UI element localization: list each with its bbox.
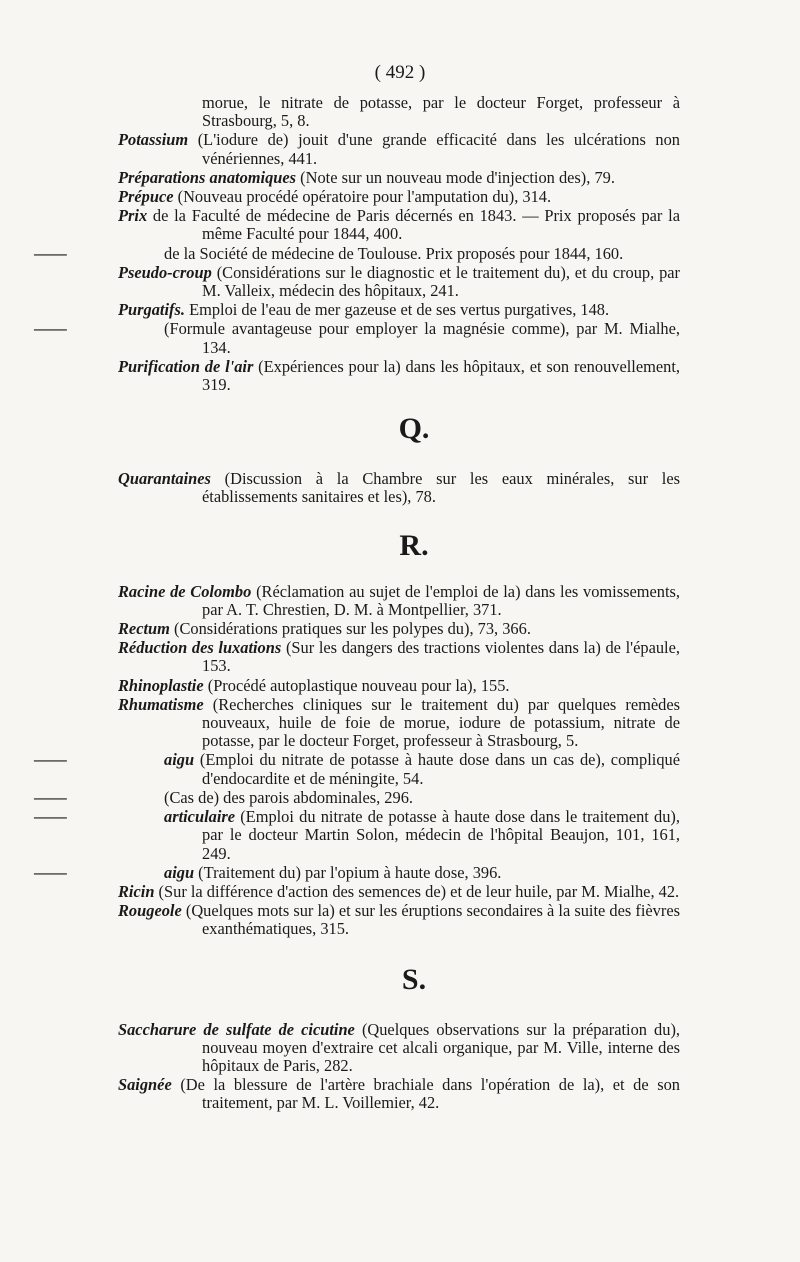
ditto-dash: —— [34, 787, 67, 807]
index-term: Saignée [118, 1075, 172, 1095]
index-text: (Procédé autoplastique nouveau pour la), 155. [207, 675, 510, 695]
index-text: (Considérations sur le diagnostic et le traitement du), et du croup, par M. Valleix, médecin des hôpitaux, 241. [202, 262, 680, 301]
index-entry [118, 94, 680, 130]
index-term: Prix [118, 206, 148, 226]
index-term: Quarantaines [118, 469, 211, 489]
index-text: (Emploi du nitrate de potasse à haute dose dans le traitement du), par le docteur Martin Solon, médecin de l'hôpital Beaujon, 101, 161, 249. [202, 807, 680, 863]
index-entry [118, 131, 680, 167]
index-term: Prépuce [118, 187, 174, 207]
index-entry [34, 807, 680, 863]
index-term: Rhumatisme [118, 694, 204, 714]
index-entry [34, 319, 680, 357]
index-entry [118, 639, 680, 675]
index-entry [118, 1021, 680, 1076]
index-text: de la Faculté de médecine de Paris décernés en 1843. — Prix proposés par la même Faculté pour 1844, 400. [152, 206, 680, 244]
ditto-dash: —— [34, 750, 67, 770]
index-term: Purgatifs. [118, 300, 185, 320]
index-text: (Emploi du nitrate de potasse à haute dose dans un cas de), compliqué d'endocardite et de méningite, 54. [199, 750, 680, 788]
index-text: Emploi de l'eau de mer gazeuse et de ses vertus purgatives, 148. [189, 300, 610, 320]
index-term: Racine de Colombo [118, 581, 252, 601]
section-letter: R. [399, 528, 429, 562]
index-text: (De la blessure de l'artère brachiale dans l'opération de la), et de son traitement, par M. L. Voillemier, 42. [180, 1075, 680, 1113]
index-entry [118, 883, 680, 901]
index-text: (Traitement du) par l'opium à haute dose, 396. [198, 862, 502, 882]
index-text: (Nouveau procédé opératoire pour l'amputation du), 314. [177, 187, 552, 207]
index-entry [118, 169, 680, 187]
index-text: (Sur la différence d'action des semences de) et de leur huile, par M. Mialhe, 42. [158, 881, 680, 901]
index-text: (Recherches cliniques sur le traitement du) par quelques remèdes nouveaux, huile de foie de morue, iodure de potassium, nitrate de potasse, par le docteur Forget, professeur à Strasbourg, 5. [202, 694, 680, 751]
index-entry [118, 583, 680, 619]
ditto-dash: —— [34, 862, 67, 882]
index-text: de la Société de médecine de Toulouse. Prix proposés pour 1844, 160. [164, 243, 624, 263]
index-entry [34, 750, 680, 788]
index-text: (Discussion à la Chambre sur les eaux minérales, sur les établissements sanitaires et les), 78. [202, 469, 680, 507]
index-entry [118, 620, 680, 638]
index-entry [118, 470, 680, 506]
index-text: morue, le nitrate de potasse, par le docteur Forget, professeur à Strasbourg, 5, 8. [202, 93, 680, 131]
index-text: (Quelques mots sur la) et sur les éruptions secondaires à la suite des fièvres exanthématiques, 315. [185, 901, 680, 939]
index-text: (Considérations pratiques sur les polypes du), 73, 366. [174, 619, 531, 639]
index-term: Ricin [118, 881, 155, 901]
index-text: (Quelques observations sur la préparation du), nouveau moyen d'extraire cet alcali organique, par M. Ville, interne des hôpitaux de Paris, 282. [202, 1019, 680, 1075]
index-text: (Expériences pour la) dans les hôpitaux, et son renouvellement, 319. [202, 356, 680, 395]
index-text: (Sur les dangers des tractions violentes dans la) de l'épaule, 153. [202, 638, 680, 676]
index-term: Réduction des luxations [118, 638, 282, 658]
index-term: articulaire [164, 807, 236, 827]
index-term: aigu [164, 750, 195, 770]
index-content [34, 93, 680, 1114]
index-entry [118, 677, 680, 695]
index-entry [118, 358, 680, 394]
index-text: (Formule avantageuse pour employer la magnésie comme), par M. Mialhe, 134. [164, 319, 680, 357]
index-entry [118, 264, 680, 300]
index-entry [118, 188, 680, 206]
index-term: Préparations anatomiques [118, 167, 297, 187]
index-entry [118, 696, 680, 751]
ditto-dash: —— [34, 807, 67, 827]
index-term: Saccharure de sulfate de cicutine [118, 1019, 355, 1039]
page-number: ( 492 ) [374, 62, 426, 83]
section-letter: Q. [398, 412, 430, 446]
index-entry [118, 207, 680, 243]
index-text: (Réclamation au sujet de l'emploi de la) dans les vomissements, par A. T. Chrestien, D. M. à Montpellier, 371. [202, 581, 680, 619]
section-letter: S. [401, 962, 427, 996]
ditto-dash: —— [34, 319, 67, 339]
index-term: Rhinoplastie [118, 675, 204, 695]
index-entry [118, 902, 680, 938]
index-entry [118, 301, 680, 319]
index-text: (Cas de) des parois abdominales, 296. [164, 787, 413, 807]
index-term: Potassium [118, 130, 189, 150]
index-text: (L'iodure de) jouit d'une grande efficacité dans les ulcérations non vénériennes, 441. [197, 130, 680, 168]
index-entry [34, 862, 680, 882]
index-term: aigu [164, 862, 195, 882]
index-term: Pseudo-croup [118, 262, 212, 282]
index-term: Rougeole [118, 901, 182, 921]
index-entry [34, 243, 680, 263]
index-text: (Note sur un nouveau mode d'injection des), 79. [300, 167, 615, 187]
index-term: Purification de l'air [118, 356, 254, 376]
index-entry [118, 1076, 680, 1112]
index-entry [34, 787, 680, 807]
index-term: Rectum [118, 619, 170, 639]
ditto-dash: —— [34, 243, 67, 263]
